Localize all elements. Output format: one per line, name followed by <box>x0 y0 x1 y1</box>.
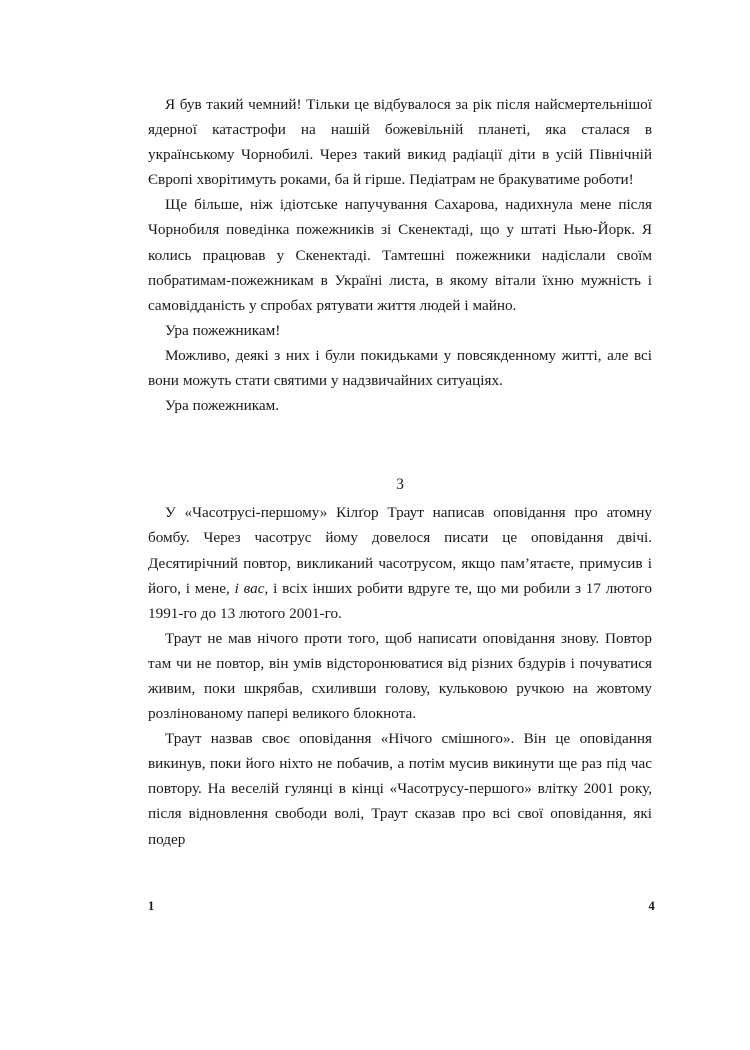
text-run: У «Часотрусі-першому» Кілґор Траут написав оповідання про атомну бомбу. Через часотрус йому довелося писати це оповідання двічі. Десятирічний повтор, викликаний часотрусом, якщо пам’ятаєте, примусив і його, і мене, <box>148 504 652 597</box>
footer-left-folio: 1 <box>148 898 155 913</box>
paragraph: Ура пожежникам! <box>165 321 281 339</box>
paragraph: Ще більше, ніж ідіотське напучування Сахарова, надихнула мене після Чорнобиля поведінка пожежників зі Скенектаді, що у штаті Нью-Йорк. Я колись працював у Скенектаді. Тамтешні пожежники надіслали своїм побратимам-пожежникам в Україні листа, в якому вітали їхню мужність і самовідданість у спробах рятувати життя людей і майно. <box>148 196 652 314</box>
chapter-number-heading: 3 <box>396 476 404 494</box>
paragraph: Ура пожежникам. <box>165 397 280 415</box>
text-run: , і всіх інших робити вдруге те, що ми робили з 17 лютого 1991-го до 13 лютого 2001-го. <box>148 579 652 622</box>
paragraph: Траут не мав нічого проти того, щоб написати оповідання знову. Повтор там чи не повтор, він умів відсторонюватися від різних бздурів і почуватися живим, поки шкрябав, схиливши голову, кульковою ручкою на жовтому розлінованому папері великого блокнота. <box>148 629 652 723</box>
paragraph <box>148 500 652 625</box>
heading-spacer <box>148 418 652 472</box>
page-text-block <box>148 92 652 852</box>
paragraph: Я був такий чемний! Тільки це відбувалося за рік після найсмертельнішої ядерної катастрофи на нашій божевільній планеті, яка сталася в українському Чорнобилі. Через такий викид радіації діти в усій Північній Європі хворітимуть роками, ба й гірше. Педіатрам не бракуватиме роботи! <box>148 96 652 189</box>
paragraph: Траут назвав своє оповідання «Нічого смішного». Він це оповідання викинув, поки його ніхто не побачив, а потім мусив викинути ще раз під час повтору. На веселій гулянці в кінці «Часотрусу-першого» влітку 2001 року, після відновлення свободи волі, Траут сказав про всі свої оповідання, які подер <box>148 730 652 848</box>
italic-text-run: і вас <box>234 579 265 597</box>
page-footer <box>148 896 654 916</box>
paragraph: Можливо, деякі з них і були покидьками у повсякденному житті, але всі вони можуть стати святими у надзвичайних ситуаціях. <box>148 346 652 390</box>
footer-right-folio: 4 <box>648 898 655 913</box>
